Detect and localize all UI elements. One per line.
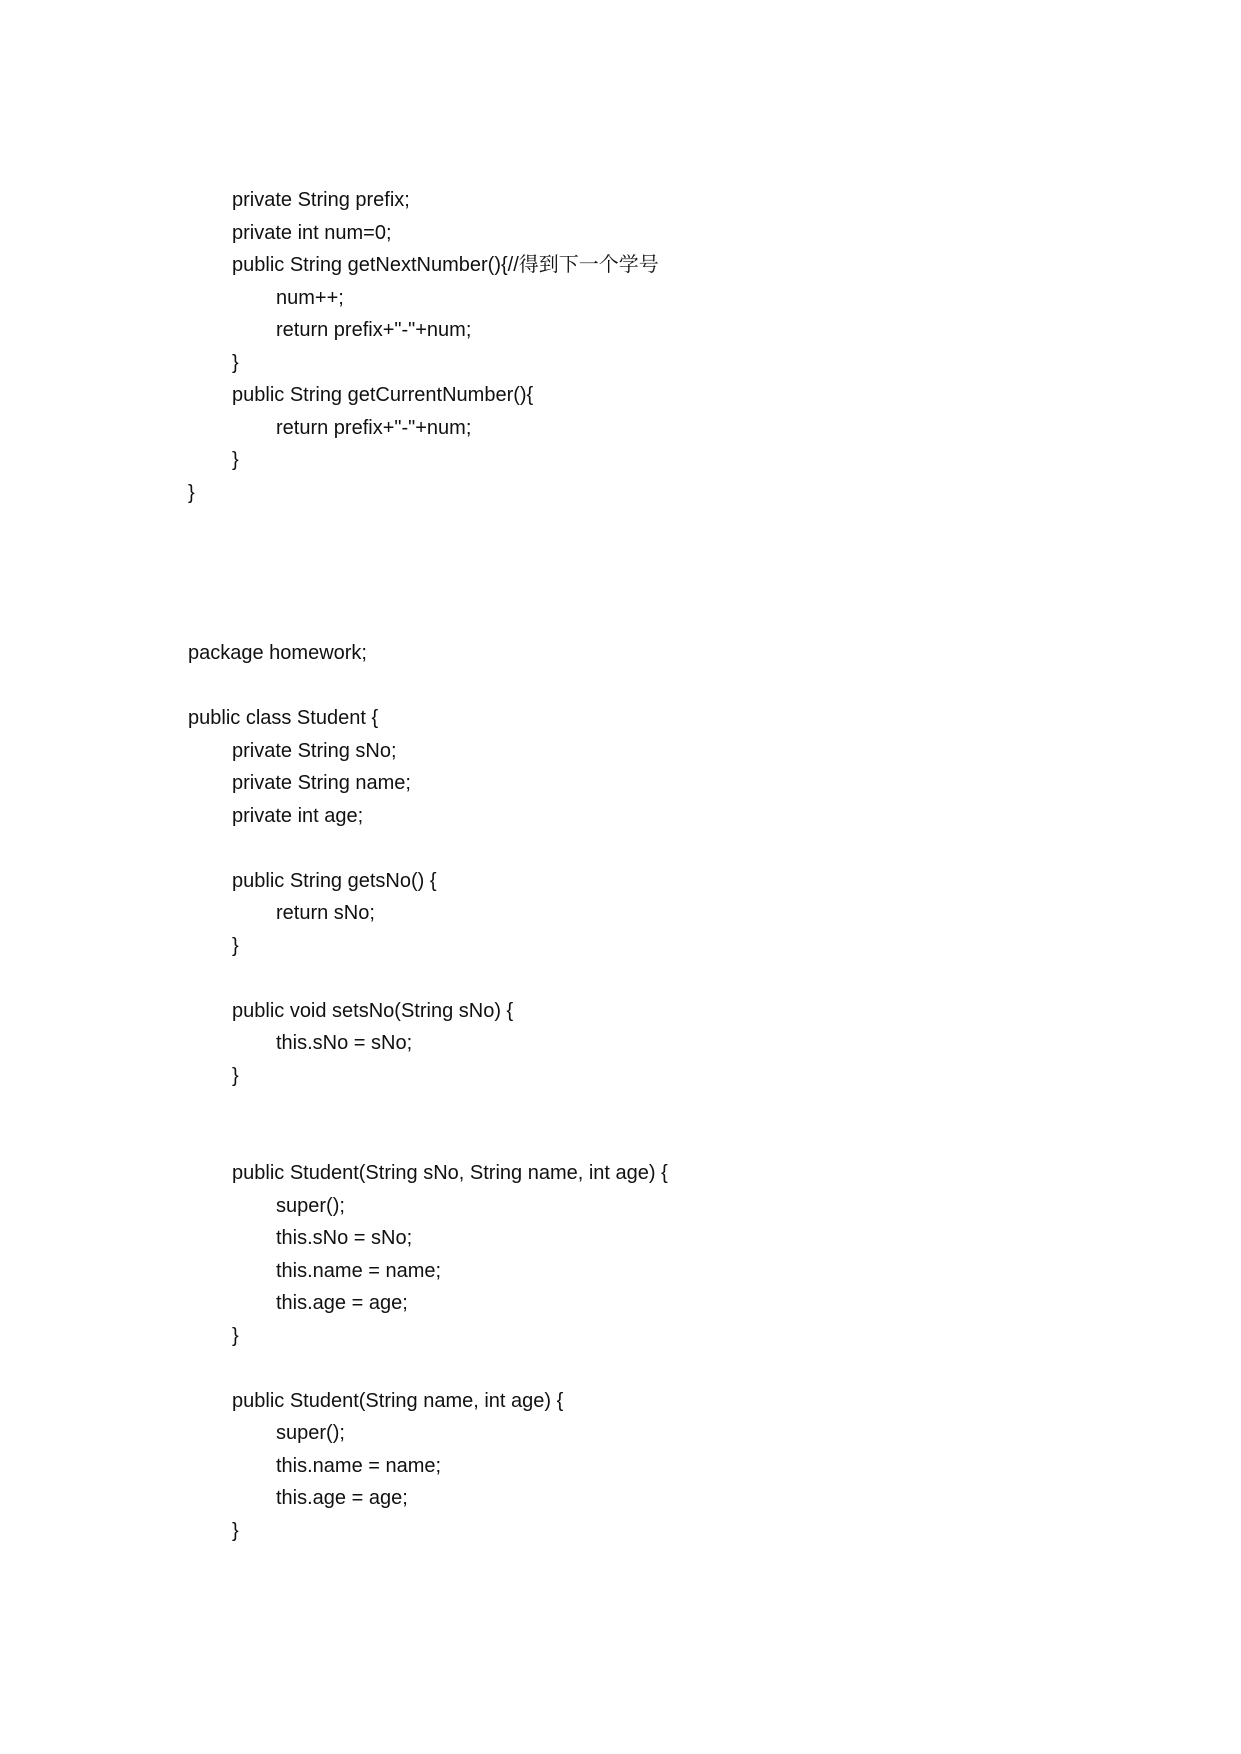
code-line: public String getCurrentNumber(){	[232, 384, 534, 406]
blank-line	[188, 962, 1088, 995]
code-line: public void setsNo(String sNo) {	[232, 999, 514, 1022]
blank-line	[188, 670, 1088, 703]
code-line: return sNo;	[276, 902, 375, 924]
code-line: }	[232, 449, 239, 471]
code-block-number-generator	[188, 184, 1088, 509]
code-line: }	[232, 934, 239, 957]
code-line: this.sNo = sNo;	[276, 1032, 413, 1054]
code-line: }	[188, 481, 195, 504]
code-line: }	[232, 1519, 239, 1542]
blank-line	[188, 1125, 1088, 1158]
code-line: super();	[276, 1194, 345, 1217]
code-line: this.sNo = sNo;	[276, 1227, 413, 1249]
code-line: public Student(String name, int age) {	[232, 1389, 564, 1412]
code-line: public Student(String sNo, String name, int age) {	[232, 1162, 668, 1184]
code-line: }	[232, 1064, 239, 1087]
blank-line	[188, 1092, 1088, 1125]
code-line: this.age = age;	[276, 1487, 408, 1509]
code-line: super();	[276, 1422, 345, 1444]
code-line: this.name = name;	[276, 1259, 442, 1282]
code-line: public String getsNo() {	[232, 869, 437, 892]
code-line: private int num=0;	[232, 221, 392, 244]
code-line: public class Student {	[188, 707, 379, 729]
code-line: this.name = name;	[276, 1454, 442, 1477]
code-line: num++;	[276, 286, 344, 309]
code-line: private int age;	[232, 804, 364, 827]
code-block-student-class	[188, 637, 1088, 1547]
code-line: return prefix+"-"+num;	[276, 416, 472, 439]
blank-line	[188, 832, 1088, 865]
code-line: return prefix+"-"+num;	[276, 319, 472, 341]
code-line: private String sNo;	[232, 739, 397, 762]
code-line: }	[232, 1324, 239, 1347]
code-line: package homework;	[188, 642, 367, 664]
code-line: private String name;	[232, 772, 411, 794]
code-line: public String getNextNumber(){//得到下一个学号	[232, 254, 659, 276]
blank-line	[188, 1352, 1088, 1385]
code-line: private String prefix;	[232, 189, 410, 211]
code-line: }	[232, 351, 239, 374]
code-line: this.age = age;	[276, 1292, 408, 1314]
